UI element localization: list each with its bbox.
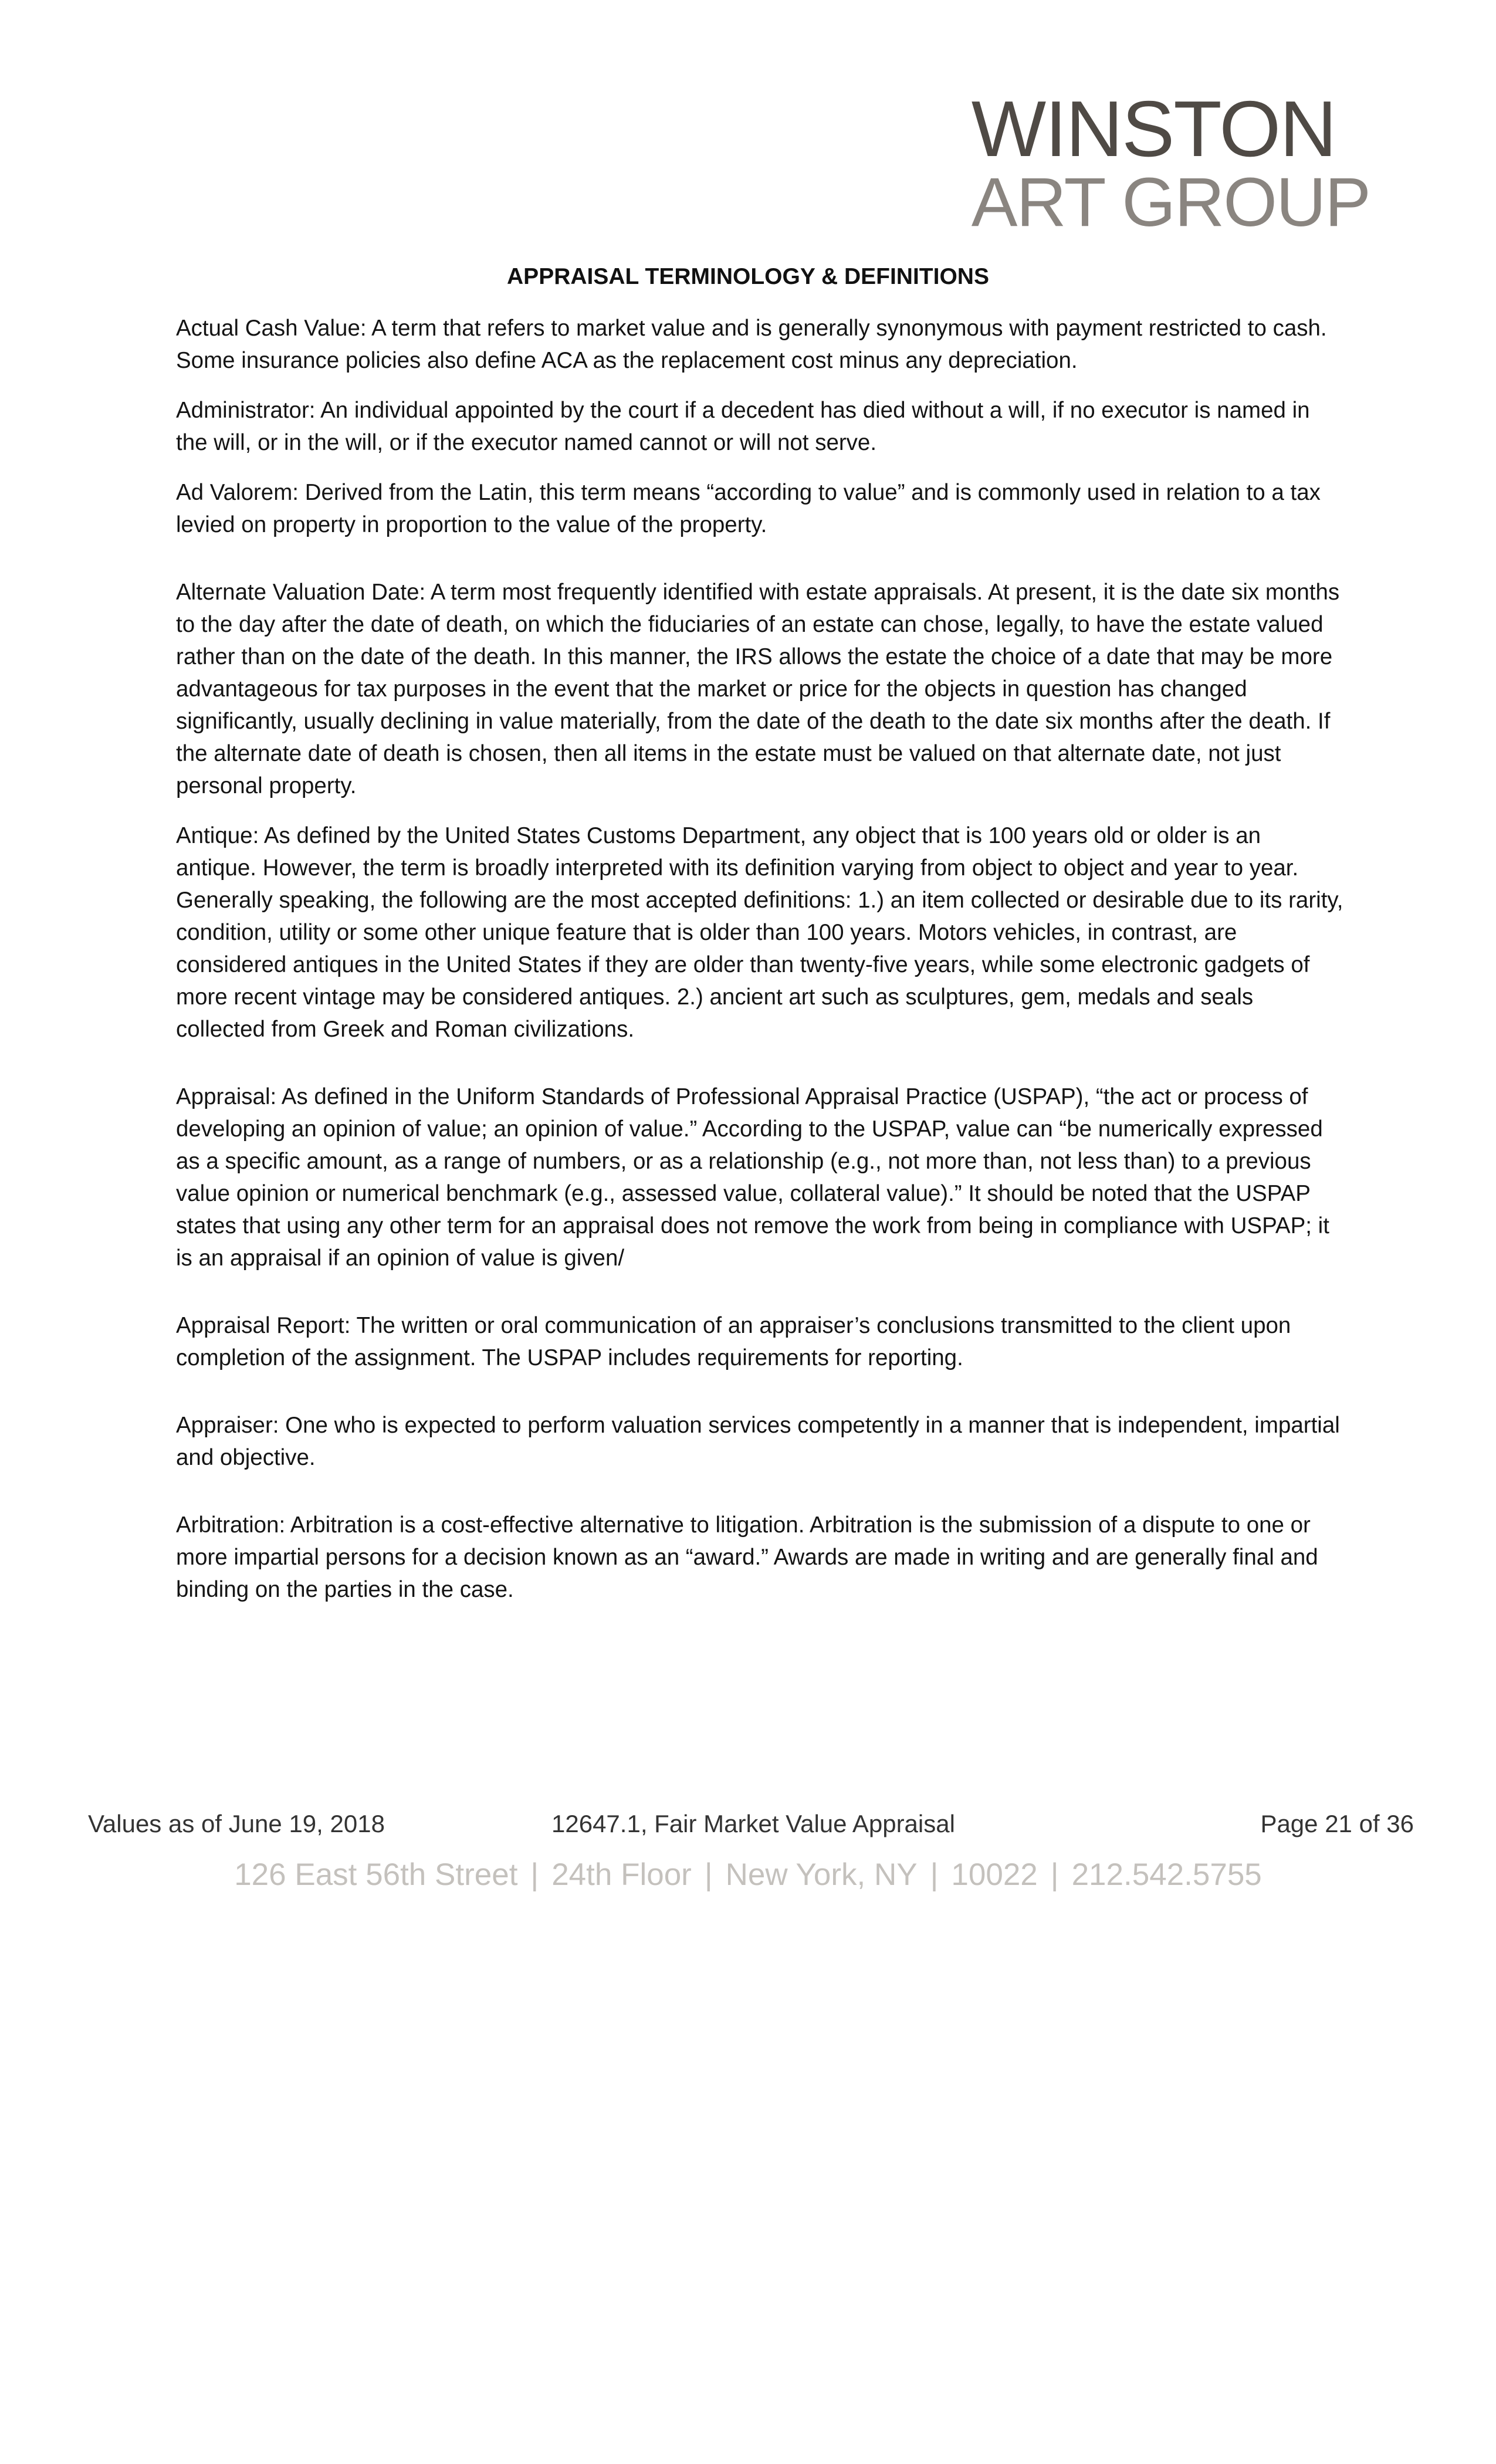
definition-text: Derived from the Latin, this term means “according to value” and is commonly used in relation to a tax levied on property in proportion to the value of the property. bbox=[176, 480, 1321, 537]
definition-text: As defined by the United States Customs Department, any object that is 100 years old or older is an antique. However, the term is broadly interpreted with its definition varying from object to object and year to year. Generally speaking, the following are the most accepted definitions: 1.) an item collected or desirable due to its rarity, condition, utility or some other unique feature that is older than 100 years. Motors vehicles, in contrast, are considered antiques in the United States if they are older than twenty-five years, while some electronic gadgets of more recent vintage may be considered antiques. 2.) ancient art such as sculptures, gem, medals and seals collected from Greek and Roman civilizations. bbox=[176, 823, 1343, 1042]
definition-term: Actual Cash Value: bbox=[176, 316, 367, 341]
footer-report-title: 12647.1, Fair Market Value Appraisal bbox=[551, 1810, 955, 1837]
definition-term: Antique: bbox=[176, 823, 259, 848]
definition-ad-valorem bbox=[176, 476, 1343, 541]
definition-text: One who is expected to perform valuation services competently in a manner that is independent, impartial and objective. bbox=[176, 1413, 1340, 1470]
definition-term: Alternate Valuation Date: bbox=[176, 580, 426, 605]
definition-text: An individual appointed by the court if a decedent has died without a will, if no executor is named in the will, or in the will, or if the executor named cannot or will not serve. bbox=[176, 398, 1310, 455]
address-separator: | bbox=[1050, 1857, 1059, 1892]
logo-line-1: WINSTON bbox=[971, 84, 1336, 173]
address-separator: | bbox=[530, 1857, 539, 1892]
address-street: 126 East 56th Street bbox=[234, 1857, 518, 1892]
definition-administrator bbox=[176, 394, 1343, 459]
definition-text: As defined in the Uniform Standards of Professional Appraisal Practice (USPAP), “the act or process of developing an opinion of value; an opinion of value.” According to the USPAP, value can “be numerically expressed as a specific amount, as a range of numbers, or as a relationship (e.g., not more than, not less than) to a previous value opinion or numerical benchmark (e.g., assessed value, collateral value).” It should be noted that the USPAP states that using any other term for an appraisal does not remove the work from being in compliance with USPAP; it is an appraisal if an opinion of value is given/ bbox=[176, 1084, 1329, 1271]
definition-term: Arbitration: bbox=[176, 1512, 286, 1538]
definition-arbitration bbox=[176, 1509, 1343, 1606]
definition-term: Appraisal Report: bbox=[176, 1313, 351, 1338]
winston-art-group-logo bbox=[971, 84, 1370, 241]
address-floor: 24th Floor bbox=[551, 1857, 692, 1892]
definition-text: A term most frequently identified with estate appraisals. At present, it is the date six months to the day after the date of death, on which the fiduciaries of an estate can chose, legally, to have the estate valued rather than on the date of the death. In this manner, the IRS allows the estate the choice of a date that may be more advantageous for tax purposes in the event that the market or price for the objects in question has changed significantly, usually declining in value materially, from the date of the death to the date six months after the death. If the alternate date of death is chosen, then all items in the estate must be valued on that alternate date, not just personal property. bbox=[176, 580, 1340, 798]
page-title: APPRAISAL TERMINOLOGY & DEFINITIONS bbox=[507, 264, 989, 289]
address-zip: 10022 bbox=[951, 1857, 1038, 1892]
definition-alternate-valuation-date bbox=[176, 576, 1343, 802]
definition-actual-cash-value bbox=[176, 312, 1343, 377]
definition-term: Administrator: bbox=[176, 398, 316, 423]
definition-term: Ad Valorem: bbox=[176, 480, 299, 505]
definition-text: A term that refers to market value and is generally synonymous with payment restricted to cash. Some insurance policies also define ACA as the replacement cost minus any depreciation. bbox=[176, 316, 1327, 373]
address-separator: | bbox=[930, 1857, 939, 1892]
address-separator: | bbox=[704, 1857, 713, 1892]
definition-appraisal bbox=[176, 1081, 1343, 1274]
definition-appraisal-report bbox=[176, 1309, 1343, 1374]
address-city: New York, NY bbox=[725, 1857, 918, 1892]
footer-values-date: Values as of June 19, 2018 bbox=[88, 1810, 385, 1837]
definition-term: Appraisal: bbox=[176, 1084, 277, 1109]
definition-text: Arbitration is a cost-effective alternative to litigation. Arbitration is the submission of a dispute to one or more impartial persons for a decision known as an “award.” Awards are made in writing and are generally final and binding on the parties in the case. bbox=[176, 1512, 1318, 1602]
footer-page-number: Page 21 of 36 bbox=[1260, 1810, 1414, 1837]
definition-antique bbox=[176, 820, 1343, 1045]
definitions-list bbox=[176, 312, 1343, 1606]
logo-line-2: ART GROUP bbox=[971, 164, 1370, 241]
definition-text: The written or oral communication of an appraiser’s conclusions transmitted to the client upon completion of the assignment. The USPAP includes requirements for reporting. bbox=[176, 1313, 1291, 1370]
address-phone: 212.542.5755 bbox=[1071, 1857, 1262, 1892]
footer-address bbox=[0, 1857, 1496, 1893]
definition-appraiser bbox=[176, 1409, 1343, 1474]
definition-term: Appraiser: bbox=[176, 1413, 279, 1438]
